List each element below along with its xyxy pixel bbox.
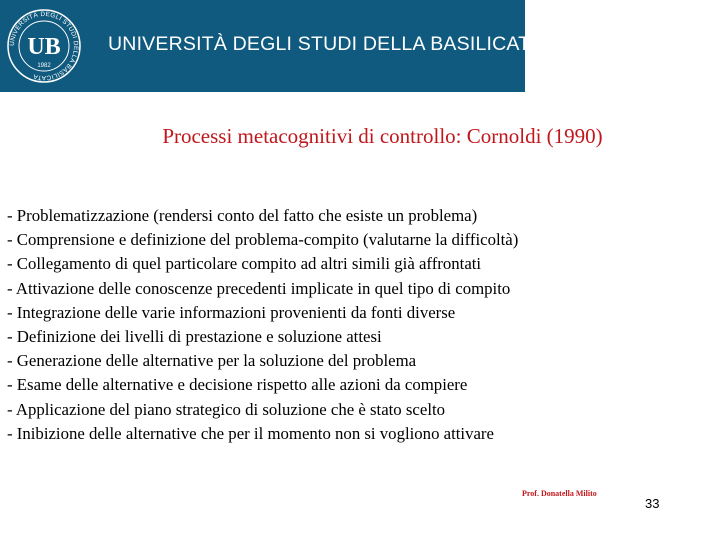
- logo-year: 1982: [37, 63, 51, 69]
- list-item: - Comprensione e definizione del problema-compito (valutarne la difficoltà): [7, 230, 519, 250]
- list-item: - Problematizzazione (rendersi conto del fatto che esiste un problema): [7, 206, 478, 225]
- logo-ring-text: UNIVERSITÀ DEGLI STUDI DELLA BASILICATA: [8, 10, 80, 82]
- list-item: - Collegamento di quel particolare compito ad altri simili già affrontati: [7, 254, 482, 274]
- logo-monogram: UB: [27, 34, 61, 60]
- list-item: - Esame delle alternative e decisione rispetto alle azioni da compiere: [7, 375, 468, 395]
- list-item: - Applicazione del piano strategico di soluzione che è stato scelto: [7, 399, 446, 419]
- page-number: 33: [645, 496, 660, 511]
- university-name: UNIVERSITÀ DEGLI STUDI DELLA BASILICATA: [108, 33, 543, 55]
- author-credit: Prof. Donatella Milito: [522, 489, 597, 498]
- bullet-list: [7, 204, 518, 446]
- list-item: - Definizione dei livelli di prestazione e soluzione attesi: [7, 327, 382, 347]
- slide-title: Processi metacognitivi di controllo: Cornoldi (1990): [162, 124, 603, 148]
- list-item: - Attivazione delle conoscenze precedenti implicate in quel tipo di compito: [7, 278, 511, 298]
- list-item: - Inibizione delle alternative che per il momento non si vogliono attivare: [7, 423, 494, 443]
- university-seal-icon: [6, 8, 82, 84]
- list-item: - Generazione delle alternative per la soluzione del problema: [7, 351, 417, 371]
- header-banner: [0, 0, 543, 92]
- list-item: - Integrazione delle varie informazioni provenienti da fonti diverse: [7, 302, 456, 322]
